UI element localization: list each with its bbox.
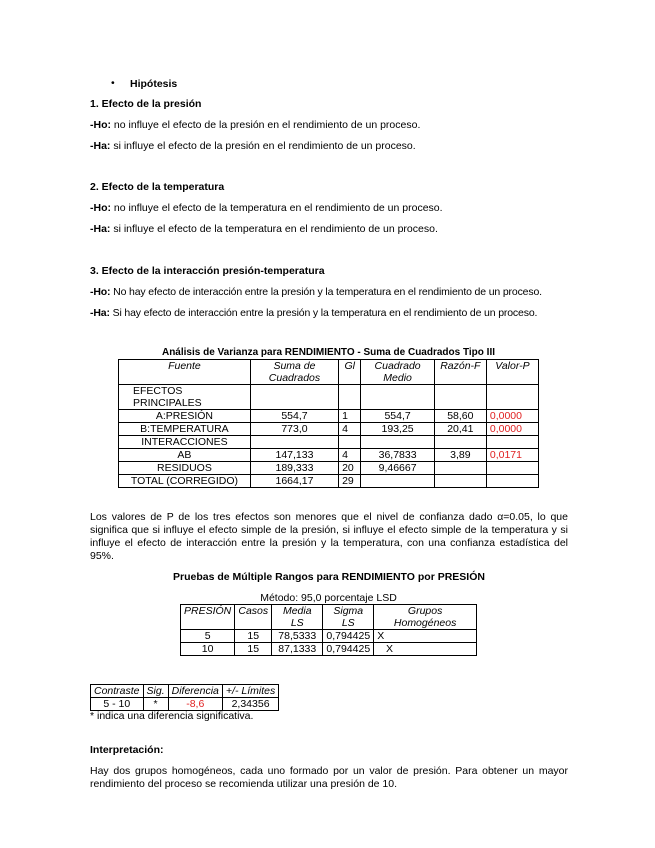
table-cell — [486, 462, 538, 475]
conclusion-paragraph: Los valores de P de los tres efectos son menores que el nivel de confianza dado α=0.05, lo que significa que si influye el efecto simple de la presión, si influye el efecto simple de la temperatura y si influye el efecto de interacción entre la presión y la temperatura, con una confianza estadística del 95%. — [90, 511, 568, 562]
table-cell: 15 — [235, 643, 272, 656]
table-row — [119, 410, 539, 423]
section-2-ha — [90, 223, 438, 235]
table-cell: X — [374, 630, 477, 643]
ranges-header-cell: Media LS — [272, 605, 323, 630]
anova-header-cell: Gl — [339, 360, 361, 385]
table-row — [119, 423, 539, 436]
table-cell: 3,89 — [434, 449, 486, 462]
section-1-ho — [90, 119, 420, 131]
table-cell — [486, 475, 538, 488]
table-cell: 29 — [339, 475, 361, 488]
table-cell — [339, 385, 361, 410]
ho-label: -Ho: — [90, 286, 111, 298]
table-row — [91, 698, 279, 711]
table-cell — [361, 436, 434, 449]
table-cell: 773,0 — [250, 423, 338, 436]
ha-text: Si hay efecto de interacción entre la presión y la temperatura en el rendimiento de un proceso. — [109, 307, 538, 319]
ranges-header-cell: Grupos Homogéneos — [374, 605, 477, 630]
table-row — [119, 449, 539, 462]
section-3-ha — [90, 307, 537, 319]
p-value-cell: 0,0171 — [486, 449, 538, 462]
table-cell: 554,7 — [361, 410, 434, 423]
table-cell — [486, 436, 538, 449]
section-1-title: 1. Efecto de la presión — [90, 98, 202, 110]
table-cell — [434, 462, 486, 475]
difference-cell: -8,6 — [168, 698, 222, 711]
table-cell: 36,7833 — [361, 449, 434, 462]
table-cell — [250, 436, 338, 449]
ranges-header-cell: Casos — [235, 605, 272, 630]
table-cell: EFECTOS PRINCIPALES — [119, 385, 251, 410]
table-cell: 189,333 — [250, 462, 338, 475]
anova-header-cell: Cuadrado Medio — [361, 360, 434, 385]
p-value-cell: 0,0000 — [486, 423, 538, 436]
table-row — [119, 462, 539, 475]
table-cell: 1664,17 — [250, 475, 338, 488]
table-cell: 10 — [181, 643, 235, 656]
table-cell: AB — [119, 449, 251, 462]
contrast-header-cell: Contraste — [91, 685, 144, 698]
table-cell: 15 — [235, 630, 272, 643]
contrast-table — [90, 684, 279, 711]
table-cell: A:PRESIÓN — [119, 410, 251, 423]
ha-label: -Ha: — [90, 140, 111, 152]
anova-header-row — [119, 360, 539, 385]
table-row — [181, 630, 477, 643]
contrast-header-cell: Diferencia — [168, 685, 222, 698]
table-cell — [361, 385, 434, 410]
table-cell: INTERACCIONES — [119, 436, 251, 449]
table-cell: 5 - 10 — [91, 698, 144, 711]
section-2-ho — [90, 202, 443, 214]
table-cell: 78,5333 — [272, 630, 323, 643]
table-cell: 5 — [181, 630, 235, 643]
table-cell — [486, 385, 538, 410]
contrast-note: * indica una diferencia significativa. — [90, 710, 254, 722]
anova-header-cell: Suma de Cuadrados — [250, 360, 338, 385]
table-cell: 87,1333 — [272, 643, 323, 656]
table-cell: TOTAL (CORREGIDO) — [119, 475, 251, 488]
contrast-header-cell: Sig. — [143, 685, 168, 698]
table-cell: 4 — [339, 423, 361, 436]
ho-text: no influye el efecto de la temperatura en el rendimiento de un proceso. — [111, 202, 443, 214]
ha-text: si influye el efecto de la presión en el rendimiento de un proceso. — [110, 140, 416, 152]
table-cell: 2,34356 — [222, 698, 278, 711]
table-cell: 4 — [339, 449, 361, 462]
bullet-title: Hipótesis — [130, 78, 178, 90]
table-row — [181, 643, 477, 656]
ho-label: -Ho: — [90, 119, 111, 131]
anova-header-cell: Fuente — [119, 360, 251, 385]
anova-header-cell: Razón-F — [434, 360, 486, 385]
ranges-method: Método: 95,0 porcentaje LSD — [260, 592, 397, 604]
ranges-title: Pruebas de Múltiple Rangos para RENDIMIENTO por PRESIÓN — [173, 571, 485, 583]
section-1-ha — [90, 140, 416, 152]
section-3-ho — [90, 286, 542, 298]
ranges-header-cell: Sigma LS — [323, 605, 374, 630]
section-3-title: 3. Efecto de la interacción presión-temperatura — [90, 265, 325, 277]
table-cell: RESIDUOS — [119, 462, 251, 475]
table-cell: 554,7 — [250, 410, 338, 423]
contrast-header-cell: +/- Límites — [222, 685, 278, 698]
ho-text: no influye el efecto de la presión en el rendimiento de un proceso. — [111, 119, 421, 131]
ho-label: -Ho: — [90, 202, 111, 214]
anova-header-cell: Valor-P — [486, 360, 538, 385]
p-value-cell: 0,0000 — [486, 410, 538, 423]
table-cell: 147,133 — [250, 449, 338, 462]
table-cell — [434, 475, 486, 488]
table-cell: 9,46667 — [361, 462, 434, 475]
table-row — [119, 475, 539, 488]
ho-text: No hay efecto de interacción entre la presión y la temperatura en el rendimiento de un proceso. — [110, 286, 542, 298]
ranges-header-cell: PRESIÓN — [181, 605, 235, 630]
table-cell: 0,794425 — [323, 643, 374, 656]
table-cell: 1 — [339, 410, 361, 423]
table-cell: 20 — [339, 462, 361, 475]
table-cell: 193,25 — [361, 423, 434, 436]
ranges-table — [180, 604, 477, 656]
interpretation-text: Hay dos grupos homogéneos, cada uno formado por un valor de presión. Para obtener un mayor rendimiento del proceso se recomienda utilizar una presión de 10. — [90, 765, 568, 790]
table-cell: * — [143, 698, 168, 711]
table-cell — [339, 436, 361, 449]
table-cell — [361, 475, 434, 488]
table-cell: B:TEMPERATURA — [119, 423, 251, 436]
table-cell — [434, 436, 486, 449]
table-cell: 58,60 — [434, 410, 486, 423]
table-cell — [434, 385, 486, 410]
bullet-icon: • — [111, 77, 115, 89]
table-row — [119, 436, 539, 449]
table-row — [119, 385, 539, 410]
table-cell: 20,41 — [434, 423, 486, 436]
table-cell: 0,794425 — [323, 630, 374, 643]
ha-text: si influye el efecto de la temperatura en el rendimiento de un proceso. — [110, 223, 438, 235]
section-2-title: 2. Efecto de la temperatura — [90, 181, 225, 193]
contrast-header-row — [91, 685, 279, 698]
anova-table — [118, 359, 539, 488]
ranges-header-row — [181, 605, 477, 630]
anova-title: Análisis de Varianza para RENDIMIENTO - Suma de Cuadrados Tipo III — [161, 347, 496, 358]
table-cell — [250, 385, 338, 410]
ha-label: -Ha: — [90, 307, 110, 319]
interpretation-title: Interpretación: — [90, 744, 164, 756]
table-cell: X — [374, 643, 477, 656]
ha-label: -Ha: — [90, 223, 111, 235]
